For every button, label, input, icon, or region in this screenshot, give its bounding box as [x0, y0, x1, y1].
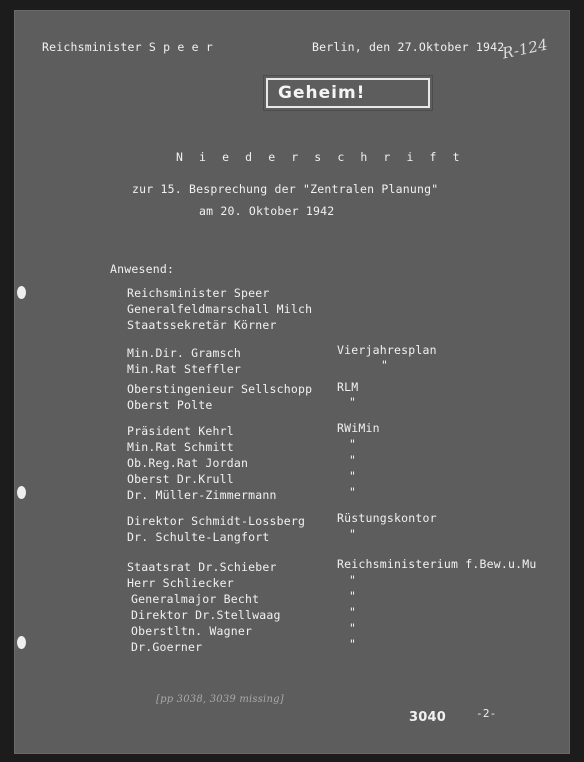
- attendee-name: Generalmajor Becht: [131, 592, 260, 606]
- ditto-mark: ": [349, 637, 357, 651]
- attendee-name: Staatssekretär Körner: [127, 318, 277, 332]
- attendee-name: Oberst Polte: [127, 398, 213, 412]
- attendee-name: Min.Dir. Gramsch: [127, 346, 241, 360]
- subtitle-line-2: am 20. Oktober 1942: [199, 204, 335, 218]
- secret-stamp: [266, 78, 430, 108]
- punch-hole: [17, 486, 26, 499]
- ditto-mark: ": [349, 527, 357, 541]
- attendee-name: Direktor Schmidt-Lossberg: [127, 514, 306, 528]
- attendee-name: Ob.Reg.Rat Jordan: [127, 456, 249, 470]
- stamp-text: Geheim!: [278, 83, 366, 103]
- attendee-organization: RLM: [337, 380, 359, 394]
- ditto-mark: ": [349, 395, 357, 409]
- attendee-organization: Rüstungskontor: [337, 511, 437, 525]
- attendee-name: Präsident Kehrl: [127, 424, 234, 438]
- ditto-mark: ": [349, 453, 357, 467]
- ditto-mark: ": [349, 589, 357, 603]
- attendee-name: Oberstingenieur Sellschopp: [127, 382, 313, 396]
- attendee-name: Dr. Müller-Zimmermann: [127, 488, 277, 502]
- attendee-name: Dr. Schulte-Langfort: [127, 530, 270, 544]
- document-number: 3040: [409, 710, 446, 725]
- ditto-mark: ": [349, 469, 357, 483]
- attendee-name: Reichsminister Speer: [127, 286, 270, 300]
- subtitle-line-1: zur 15. Besprechung der "Zentralen Planung": [132, 182, 439, 196]
- ditto-mark: ": [349, 573, 357, 587]
- document-page: [14, 10, 570, 754]
- ditto-mark: ": [349, 605, 357, 619]
- attendee-organization: Reichsministerium f.Bew.u.Mu: [337, 557, 537, 571]
- handwritten-note: [pp 3038, 3039 missing]: [156, 694, 284, 705]
- attendee-organization: RWiMin: [337, 421, 380, 435]
- attendee-name: Herr Schliecker: [127, 576, 234, 590]
- document-title: N i e d e r s c h r i f t: [176, 150, 465, 164]
- attendee-name: Oberstltn. Wagner: [131, 624, 253, 638]
- place-date: Berlin, den 27.Oktober 1942: [312, 40, 505, 54]
- punch-hole: [17, 286, 26, 299]
- page-number: -2-: [476, 707, 497, 720]
- attendance-label: Anwesend:: [110, 262, 175, 276]
- sender-line: Reichsminister S p e e r: [42, 40, 213, 54]
- ditto-mark: ": [349, 437, 357, 451]
- attendee-name: Min.Rat Steffler: [127, 362, 241, 376]
- punch-hole: [17, 636, 26, 649]
- ditto-mark: ": [349, 621, 357, 635]
- attendee-name: Oberst Dr.Krull: [127, 472, 234, 486]
- ditto-mark: ": [349, 485, 357, 499]
- attendee-name: Staatsrat Dr.Schieber: [127, 560, 277, 574]
- attendee-organization: Vierjahresplan: [337, 343, 437, 357]
- attendee-name: Direktor Dr.Stellwaag: [131, 608, 281, 622]
- handwritten-reference: R-124: [500, 35, 550, 63]
- ditto-mark: ": [381, 358, 389, 372]
- attendee-name: Min.Rat Schmitt: [127, 440, 234, 454]
- attendee-name: Generalfeldmarschall Milch: [127, 302, 313, 316]
- attendee-name: Dr.Goerner: [131, 640, 203, 654]
